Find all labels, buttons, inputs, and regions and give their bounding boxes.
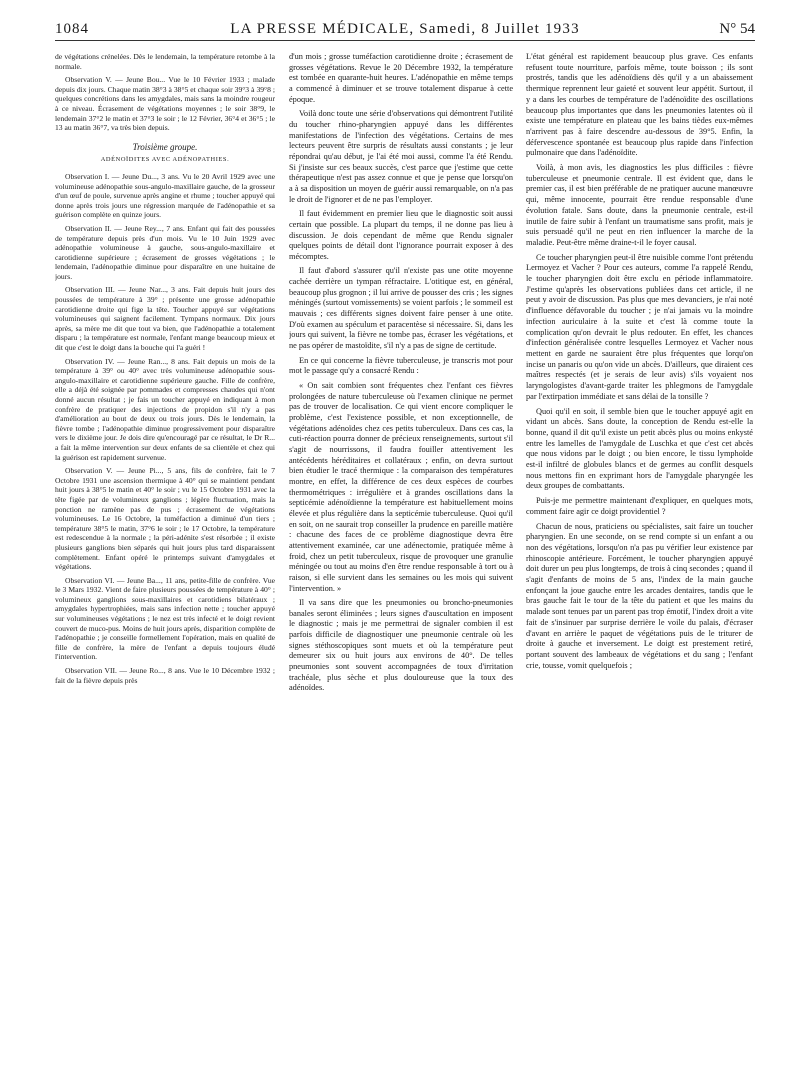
paragraph: En ce qui concerne la fièvre tuberculeuse, je transcris mot pour mot le passage qu'y a consacré Rendu :: [289, 355, 513, 376]
column-middle: [289, 52, 513, 1082]
quotation-paragraph: « On sait combien sont fréquentes chez l'enfant ces fièvres prolongées de nature tuberculeuse où l'examen clinique ne permet pas de trouver de localisation. Ce qui vient encore compliquer le problème, c'est l'existence possible, et non exceptionnelle, de végétations adénoïdes chez ces petits tuberculeux. Dans ces cas, la cuti-réaction pourra donner de précieux renseignements, surtout s'il s'agit de nourrissons, il faudra fouiller attentivement les antécédents héréditaires et collatéraux ; enfin, on devra surtout bien étudier le tracé thermique : la comparaison des températures montre, en effet, la différence de ces deux espèces de courbes thermométriques : irrégulière et à grandes oscillations dans la septicémie adénoïdienne la température est habituellement moins élevée et plus régulière dans la septicémie tuberculeuse. Quoi qu'il en soit, on ne saurait trop conseiller la prudence en pareille matière : chacune des faces de ce problème diagnostique devra être attentivement examinée, car une adénectomie, pratiquée même à froid, chez un petit tuberculeux, risque de provoquer une granulie méningée ou tout au moins d'en être rendue responsable à tort ou à raison, si elle survient dans les semaines ou les mois qui suivent l'intervention. »: [289, 381, 513, 593]
paragraph: L'état général est rapidement beaucoup plus grave. Ces enfants refusent toute nourriture, parfois même, toute boisson ; ils sont prostrés, tandis que les adénoïdiens dès qu'il y a un abaissement thermique reprennent leur gaieté et souvent leur appétit. Surtout, il y a dans les courbes de température de l'adénoïdite des oscillations beaucoup plus importantes que dans les pneumonies latentes où il existe une température en plateau que les bains tièdes eux-mêmes n'arrivent pas à faire descendre au-dessous de 39°5. Enfin, la défervescence spontanée est beaucoup plus rapide dans l'infection pulmonaire que dans l'adénoïdite.: [526, 52, 753, 158]
paragraph: Ce toucher pharyngien peut-il être nuisible comme l'ont prétendu Lermoyez et Vacher ? Pour ces auteurs, comme l'a rappelé Rendu, le toucher pharyngien doit être exclu en période inflammatoire. J'estime qu'après les observations publiées dans cet article, il ne peut y avoir de discussion. Pas plus que mes devanciers, je n'ai noté d'influence défavorable du toucher ; je n'ai jamais vu la moindre infection auriculaire à la suite et c'est là comme toute la complication qu'on devrait le plus redouter. En effet, les chances d'infection généralisée contre lesquelles Lermoyez et Vacher nous mettent en garde ne sauraient être plus fréquentes que lorqu'on incise un panaris ou qu'on vide un abcès. D'ailleurs, que diraient ces maîtres respectés (et je serais de leur avis) s'ils voyaient nos laryngologistes d'avant-garde traiter les phlegmons de l'amygdale par l'extirpation immédiate et sans délai de la tonsille ?: [526, 252, 753, 401]
issue-number: N° 54: [719, 21, 755, 37]
paragraph: d'un mois ; grosse tuméfaction carotidienne droite ; écrasement de grosses végétations. Revue le 20 Décembre 1932, la température est tombée en quarante-huit heures. L'adénopathie en même temps a commencé à diminuer et se trouve totalement disparue à cette époque.: [289, 52, 513, 104]
paragraph: Voilà, à mon avis, les diagnostics les plus difficiles : fièvre tuberculeuse et pneumonie centrale. Il est évident que, dans le premier cas, il est bien préférable de ne pratiquer aucune manœuvre qui, même innocente, pourrait être rendue responsable d'une évolution fatale. Sans doute, dans la pneumonie centrale, est-il inutile de faire subir à l'enfant un traumatisme sans profit, mais je suis persuadé qu'il ne peut en rien influencer la marche de la maladie. Peut-être même draine-t-il le foyer causal.: [526, 163, 753, 247]
section-title: Troisième groupe.: [132, 141, 198, 152]
paragraph: Il faut évidemment en premier lieu que le diagnostic soit aussi certain que possible. La plupart du temps, il ne donne pas lieu à discussion. Je dois cependant de même que Rendu signaler quelques points de détail dont l'ignorance pourrait exposer à des mécomptes.: [289, 209, 513, 261]
paragraph: Il faut d'abord s'assurer qu'il n'existe pas une otite moyenne cachée derrière un tympan réfractaire. L'otitique est, en général, beaucoup plus grognon ; il lui arrive de pousser des cris ; les signes méningés (surtout vomissements) se voient parfois ; le sommeil est mauvais ; ces différents signes doivent faire penser à une otite. D'où examen au spéculum et paracentèse si nécessaire. Si, dans les jours qui suivent, la fièvre ne tombe pas, écraser les végétations, et ne pas opérer de mastoïdite, s'il n'y a pas de signe de certitude.: [289, 266, 513, 351]
paragraph: Puis-je me permettre maintenant d'expliquer, en quelques mots, comment faire agir ce doigt providentiel ?: [526, 496, 753, 516]
paragraph: Chacun de nous, praticiens ou spécialistes, sait faire un toucher pharyngien. En une seconde, on se rend compte si un enfant a ou non des végétations, lorsqu'on n'a pas pu vérifier leur existence par rhinoscopie antérieure. Forcément, le toucher pharyngien appuyé doit durer un peu plus longtemps, de trois à cinq secondes ; quand il s'agit d'enfants de moins de 5 ans, l'index de la main gauche enfonçant la joue gauche entre les arcades dentaires, tandis que le bras gauche fait le tour de la tête du patient et que les mains du malade sont tenues par un parent pas trop émotif, l'index droit a vite fait de s'insinuer par surprise derrière le voile du palais, d'écraser d'avant en arrière le paquet de végétations puis de le triturer de droite à gauche et inversement. Le doigt est prestement retiré, portant souvent des lambeaux de végétations et du sang ; l'enfant crie, tousse, vomit quelquefois ;: [526, 521, 753, 670]
section-subtitle: ADÉNOÏDITES AVEC ADÉNOPATHIES.: [100, 156, 230, 164]
observation-paragraph: Observation VI. — Jeune Ba..., 11 ans, petite-fille de confrère. Vue le 3 Mars 1932. Vient de faire plusieurs poussées de température à 40° ; volumineux ganglions sous-maxillaires et carotidiens bilatéraux ; amygdales hypertrophiées, mais sans infection nette ; toucher appuyé sur volumineuses végétations ; le nez est très infecté et le doigt revient couvert de muco-pus. Moins de huit jours après, disparition complète de l'adénopathie ; je conseille formellement l'opération, mais en qualité de fille de confrère, la mère de l'enfant a depuis toujours éludé l'intervention.: [55, 575, 275, 662]
column-right: [526, 52, 753, 1082]
observation-paragraph: Observation I. — Jeune Du..., 3 ans. Vu le 20 Avril 1929 avec une volumineuse adénopathie sous-angulo-maxillaire gauche, de la grosseur d'un œuf de poule, survenue après angine et rhume ; toucher appuyé qui donne après trois jours une régression marquée de l'adénopathie et sa guérison complète en quinze jours.: [55, 171, 275, 220]
journal-title: LA PRESSE MÉDICALE, Samedi, 8 Juillet 1933: [230, 21, 580, 37]
paragraph: Il va sans dire que les pneumonies ou broncho-pneumonies banales seront éliminées ; leurs signes d'auscultation en imposent le diagnostic ; mais je me permettrai de signaler combien il est parfois difficile de diagnostiquer une pneumonie centrale où les signes stéthoscopiques sont muets et où la température peut demeurer six ou huit jours aux environs de 40°. De telles pneumonies sont souvent accompagnées de toux d'irritation trachéale, plus sèche et plus douloureuse que la toux des adénoïdes.: [289, 598, 513, 693]
observation-paragraph: Observation II. — Jeune Rey..., 7 ans. Enfant qui fait des poussées de température depuis près d'un mois. Vu le 10 Juin 1929 avec adénopathie volumineuse à gauche, sous-angulo-maxillaire et carotidienne supérieure ; écrasement de grosses végétations ; le lendemain, l'adénopathie diminue pour disparaître en une huitaine de jours.: [55, 223, 275, 281]
paragraph: Voilà donc toute une série d'observations qui démontrent l'utilité du toucher rhino-pharyngien appuyé dans les différentes manifestations de l'infection des végétations. Certains de mes lecteurs peuvent être surpris de résultats aussi constants ; je leur répondrai qu'au début, je l'ai été moi aussi, comme l'a été Rendu. Si j'insiste sur ces beaux succès, c'est parce que j'estime que cette thérapeutique n'est pas assez connue et que je pense que lorsqu'on a à sa disposition un moyen de guérir aussi remarquable, on n'a pas le droit de l'ignorer et de ne pas l'employer.: [289, 109, 513, 204]
paragraph: de végétations crénelées. Dès le lendemain, la température retombe à la normale.: [55, 52, 275, 71]
observation-paragraph: Observation V. — Jeune Pi..., 5 ans, fils de confrère, fait le 7 Octobre 1931 une ascension thermique à 40° qui se maintient pendant huit jours à 38°5 le matin et 40° le soir ; vu le 15 Octobre 1931 avec la tête figée par de volumineux ganglions ; légère fluctuation, mais la ponction ne ramène pas de pus ; écrasement de végétations volumineuses. Le 16 Octobre, la tuméfaction a diminué d'un tiers ; température 38°5 le matin, 37°6 le soir ; le 17 Octobre, la température est redescendue à la normale ; la péri-adénite s'est résorbée ; il existe plusieurs ganglions bien séparés qui huit jours plus tard disparaissent complètement. Enfant opéré le printemps suivant d'amygdales et végétations.: [55, 466, 275, 572]
column-left: [55, 52, 275, 1082]
paragraph: Quoi qu'il en soit, il semble bien que le toucher appuyé agit en vidant un abcès. Sans doute, la conception de Rendu est-elle la bonne, quand il dit qu'il existe un petit abcès plus ou moins enkysté entre les lamelles de l'amygdale de Luschka et que c'est cet abcès que nous vidons par le doigt ; ou bien encore, le tissu lymphoïde est-il infiltré de globules blancs et de germes au conflit desquels nous mettons fin en exprimant hors de l'amygdale pharyngée les deux groupes de combattants.: [526, 406, 753, 491]
observation-paragraph: Observation V. — Jeune Bou... Vue le 10 Février 1933 ; malade depuis dix jours. Chaque matin 38°3 à 38°5 et chaque soir 39°3 à 39°8 ; quelques concrétions dans les amygdales, mais sans la moindre rougeur à ce niveau. Écrasement de végétations moyennes ; le soir 38°9, le lendemain 37°2 le matin et 37°3 le soir ; le 12 Février, 36°4 et 36°5 ; le 13 au matin 36°7, va très bien depuis.: [55, 75, 275, 133]
page-header: [55, 18, 755, 41]
observation-paragraph: Observation III. — Jeune Nar..., 3 ans. Fait depuis huit jours des poussées de température à 39° ; présente une grosse adénopathie carotidienne droite qui fige la tête. Toucher appuyé sur végétations volumineuses qui saignent facilement. Tympans normaux. Dix jours après, sa mère me dit que tout va bien, que l'adénopathie a totalement disparu ; la température est normale, l'enfant mange beaucoup mieux et dit que c'est le doigt dans la bouche qui l'a guéri !: [55, 285, 275, 353]
observation-paragraph: Observation IV. — Jeune Ran..., 8 ans. Fait depuis un mois de la température à 39° ou 40° avec très volumineuse adénopathie sous-angulo-maxillaire et carotidienne supérieure gauche. Fille de confrère, elle a déjà été soignée par pommades et compresses chaudes qui n'ont donné aucun résultat ; je fais un toucher appuyé en indiquant à mon confrère de pratiquer des injections de propidon s'il n'y a pas d'amélioration au bout de deux ou trois jours. Dès le lendemain, la fièvre tombe ; l'adénopathie diminue progressivement pour disparaître vers le dixième jour. Je dois dire qu'encouragé par ce résultat, le Dr R... a fait la même intervention sur deux enfants de sa clientèle et chez qui la guérison est rapidement survenue.: [55, 356, 275, 462]
observation-paragraph: Observation VII. — Jeune Ro..., 8 ans. Vue le 10 Décembre 1932 ; fait de la fièvre depuis près: [55, 666, 275, 685]
page-number: 1084: [55, 21, 89, 37]
